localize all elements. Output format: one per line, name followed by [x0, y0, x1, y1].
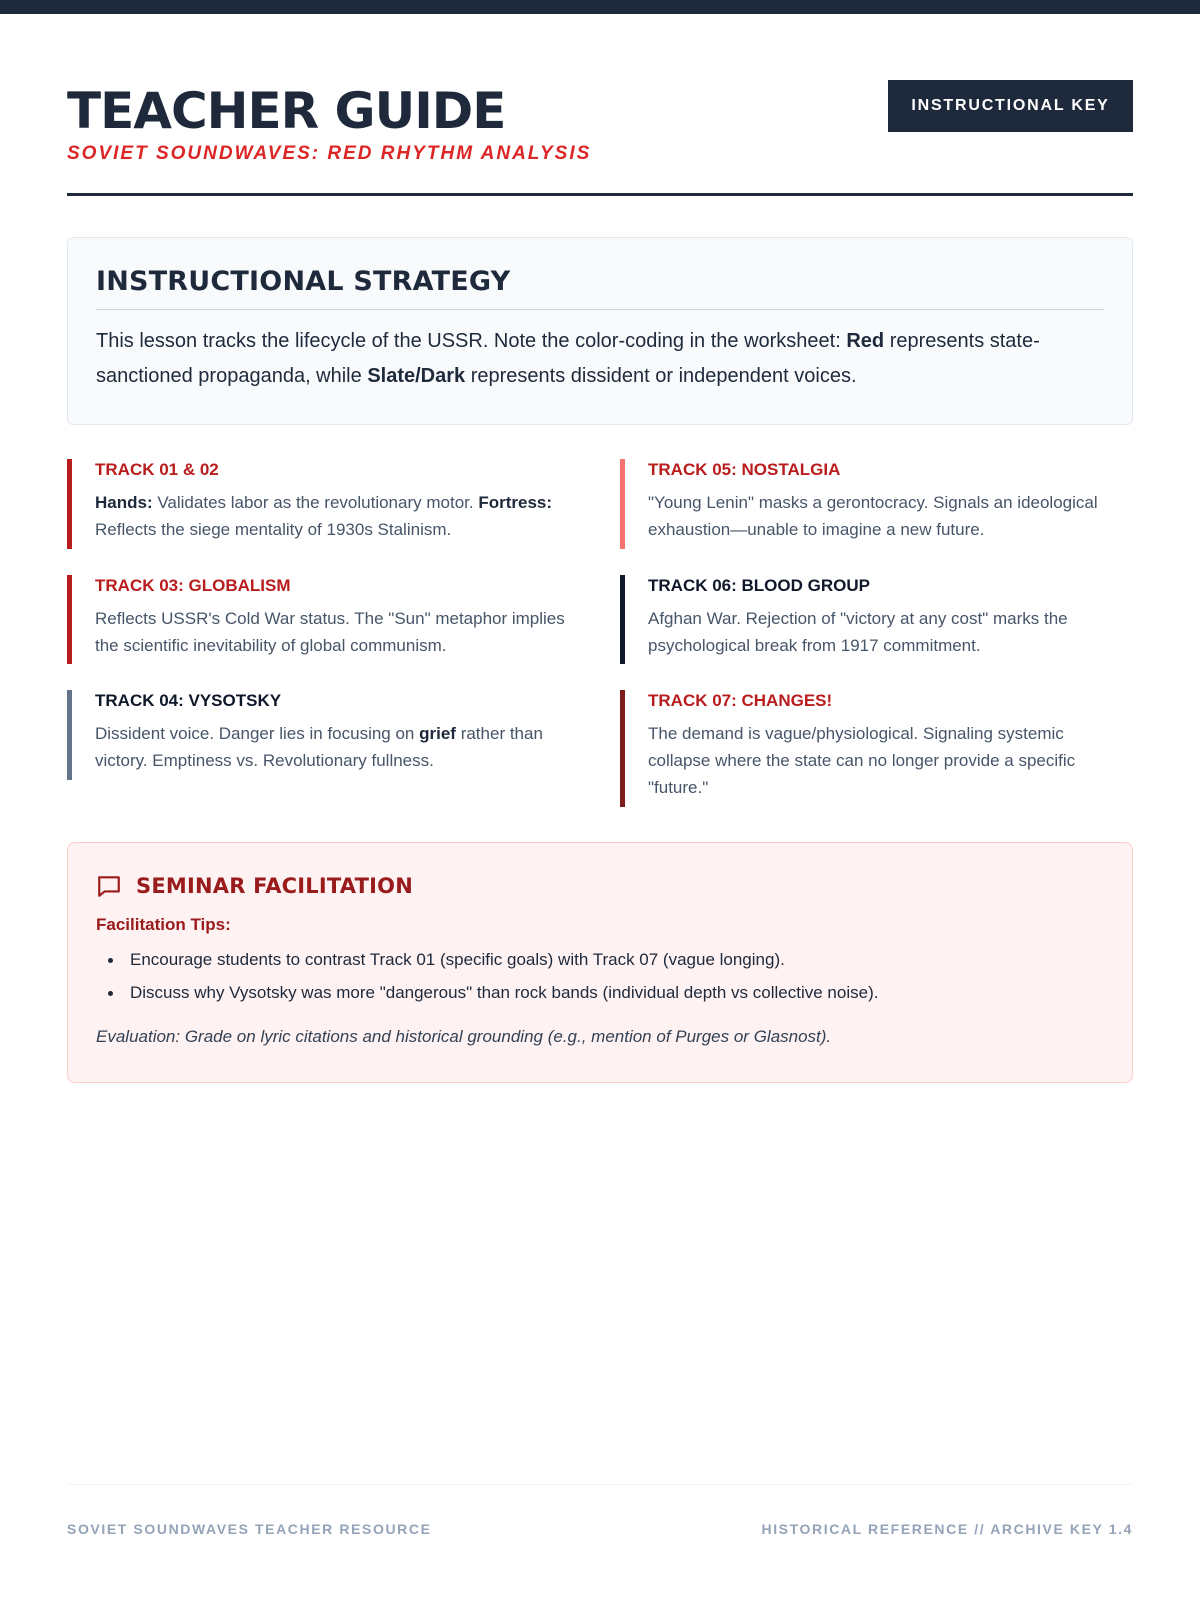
seminar-facilitation-panel	[67, 842, 1133, 1083]
strategy-title: INSTRUCTIONAL STRATEGY	[96, 266, 1104, 310]
strategy-dark-keyword: Slate/Dark	[367, 365, 466, 387]
track-card-04	[67, 690, 577, 780]
track-text: Validates labor as the revolutionary motor.	[152, 493, 479, 512]
list-item: Encourage students to contrast Track 01 (specific goals) with Track 07 (vague longing).	[96, 943, 878, 976]
footer-resource-label: SOVIET SOUNDWAVES TEACHER RESOURCE	[67, 1521, 432, 1537]
track-title: TRACK 05: NOSTALGIA	[648, 460, 841, 479]
track-description: The demand is vague/physiological. Signaling systemic collapse where the state can no longer provide a specific "future."	[648, 724, 1076, 797]
track-title: TRACK 03: GLOBALISM	[95, 576, 291, 595]
track-title: TRACK 07: CHANGES!	[648, 691, 833, 710]
track-title: TRACK 01 & 02	[95, 460, 219, 479]
track-description: Reflects USSR's Cold War status. The "Sun" metaphor implies the scientific inevitability of global communism.	[95, 609, 565, 655]
page-title: TEACHER GUIDE	[67, 82, 506, 140]
instructional-key-badge: INSTRUCTIONAL KEY	[888, 80, 1133, 132]
page-footer	[67, 1484, 1133, 1544]
list-item: Discuss why Vysotsky was more "dangerous" than rock bands (individual depth vs collective noise).	[96, 976, 878, 1009]
track-description	[95, 720, 577, 774]
chat-bubble-icon	[96, 873, 122, 899]
track-keyword-grief: grief	[419, 724, 456, 743]
strategy-red-keyword: Red	[846, 330, 885, 352]
strategy-text-part: represents dissident or independent voices.	[465, 365, 857, 387]
track-text: Dissident voice. Danger lies in focusing on	[95, 724, 420, 743]
track-keyword-fortress: Fortress:	[478, 493, 553, 512]
page-subtitle: SOVIET SOUNDWAVES: RED RHYTHM ANALYSIS	[67, 143, 592, 164]
strategy-text-part: This lesson tracks the lifecycle of the USSR. Note the color-coding in the worksheet:	[96, 330, 847, 352]
footer-archive-label: HISTORICAL REFERENCE // ARCHIVE KEY 1.4	[761, 1521, 1133, 1537]
facilitation-tips-list	[96, 943, 878, 1009]
strategy-text-part: represents state-sanctioned propaganda, while	[96, 330, 1040, 387]
facilitation-tips-label: Facilitation Tips:	[96, 915, 231, 934]
track-title: TRACK 04: VYSOTSKY	[95, 691, 282, 710]
seminar-header	[96, 873, 413, 899]
track-keyword-hands: Hands:	[95, 493, 153, 512]
track-description: "Young Lenin" masks a gerontocracy. Signals an ideological exhaustion—unable to imagine a new future.	[648, 493, 1098, 539]
track-title: TRACK 06: BLOOD GROUP	[648, 576, 870, 595]
evaluation-note: Evaluation: Grade on lyric citations and historical grounding (e.g., mention of Purges or Glasnost).	[96, 1027, 832, 1046]
track-card-06	[620, 575, 1130, 664]
track-text: Reflects the siege mentality of 1930s Stalinism.	[95, 520, 452, 539]
seminar-title: SEMINAR FACILITATION	[136, 874, 413, 898]
track-card-05	[620, 459, 1130, 549]
track-description	[95, 489, 577, 543]
track-text: rather than victory. Emptiness vs. Revolutionary fullness.	[95, 724, 543, 770]
track-card-01-02	[67, 459, 577, 549]
track-description: Afghan War. Rejection of "victory at any cost" marks the psychological break from 1917 commitment.	[648, 609, 1068, 655]
strategy-text	[96, 324, 1104, 394]
track-card-07	[620, 690, 1130, 807]
page-header	[67, 80, 1133, 196]
top-accent-bar	[0, 0, 1200, 14]
track-card-03	[67, 575, 577, 664]
instructional-strategy-panel	[67, 237, 1133, 425]
